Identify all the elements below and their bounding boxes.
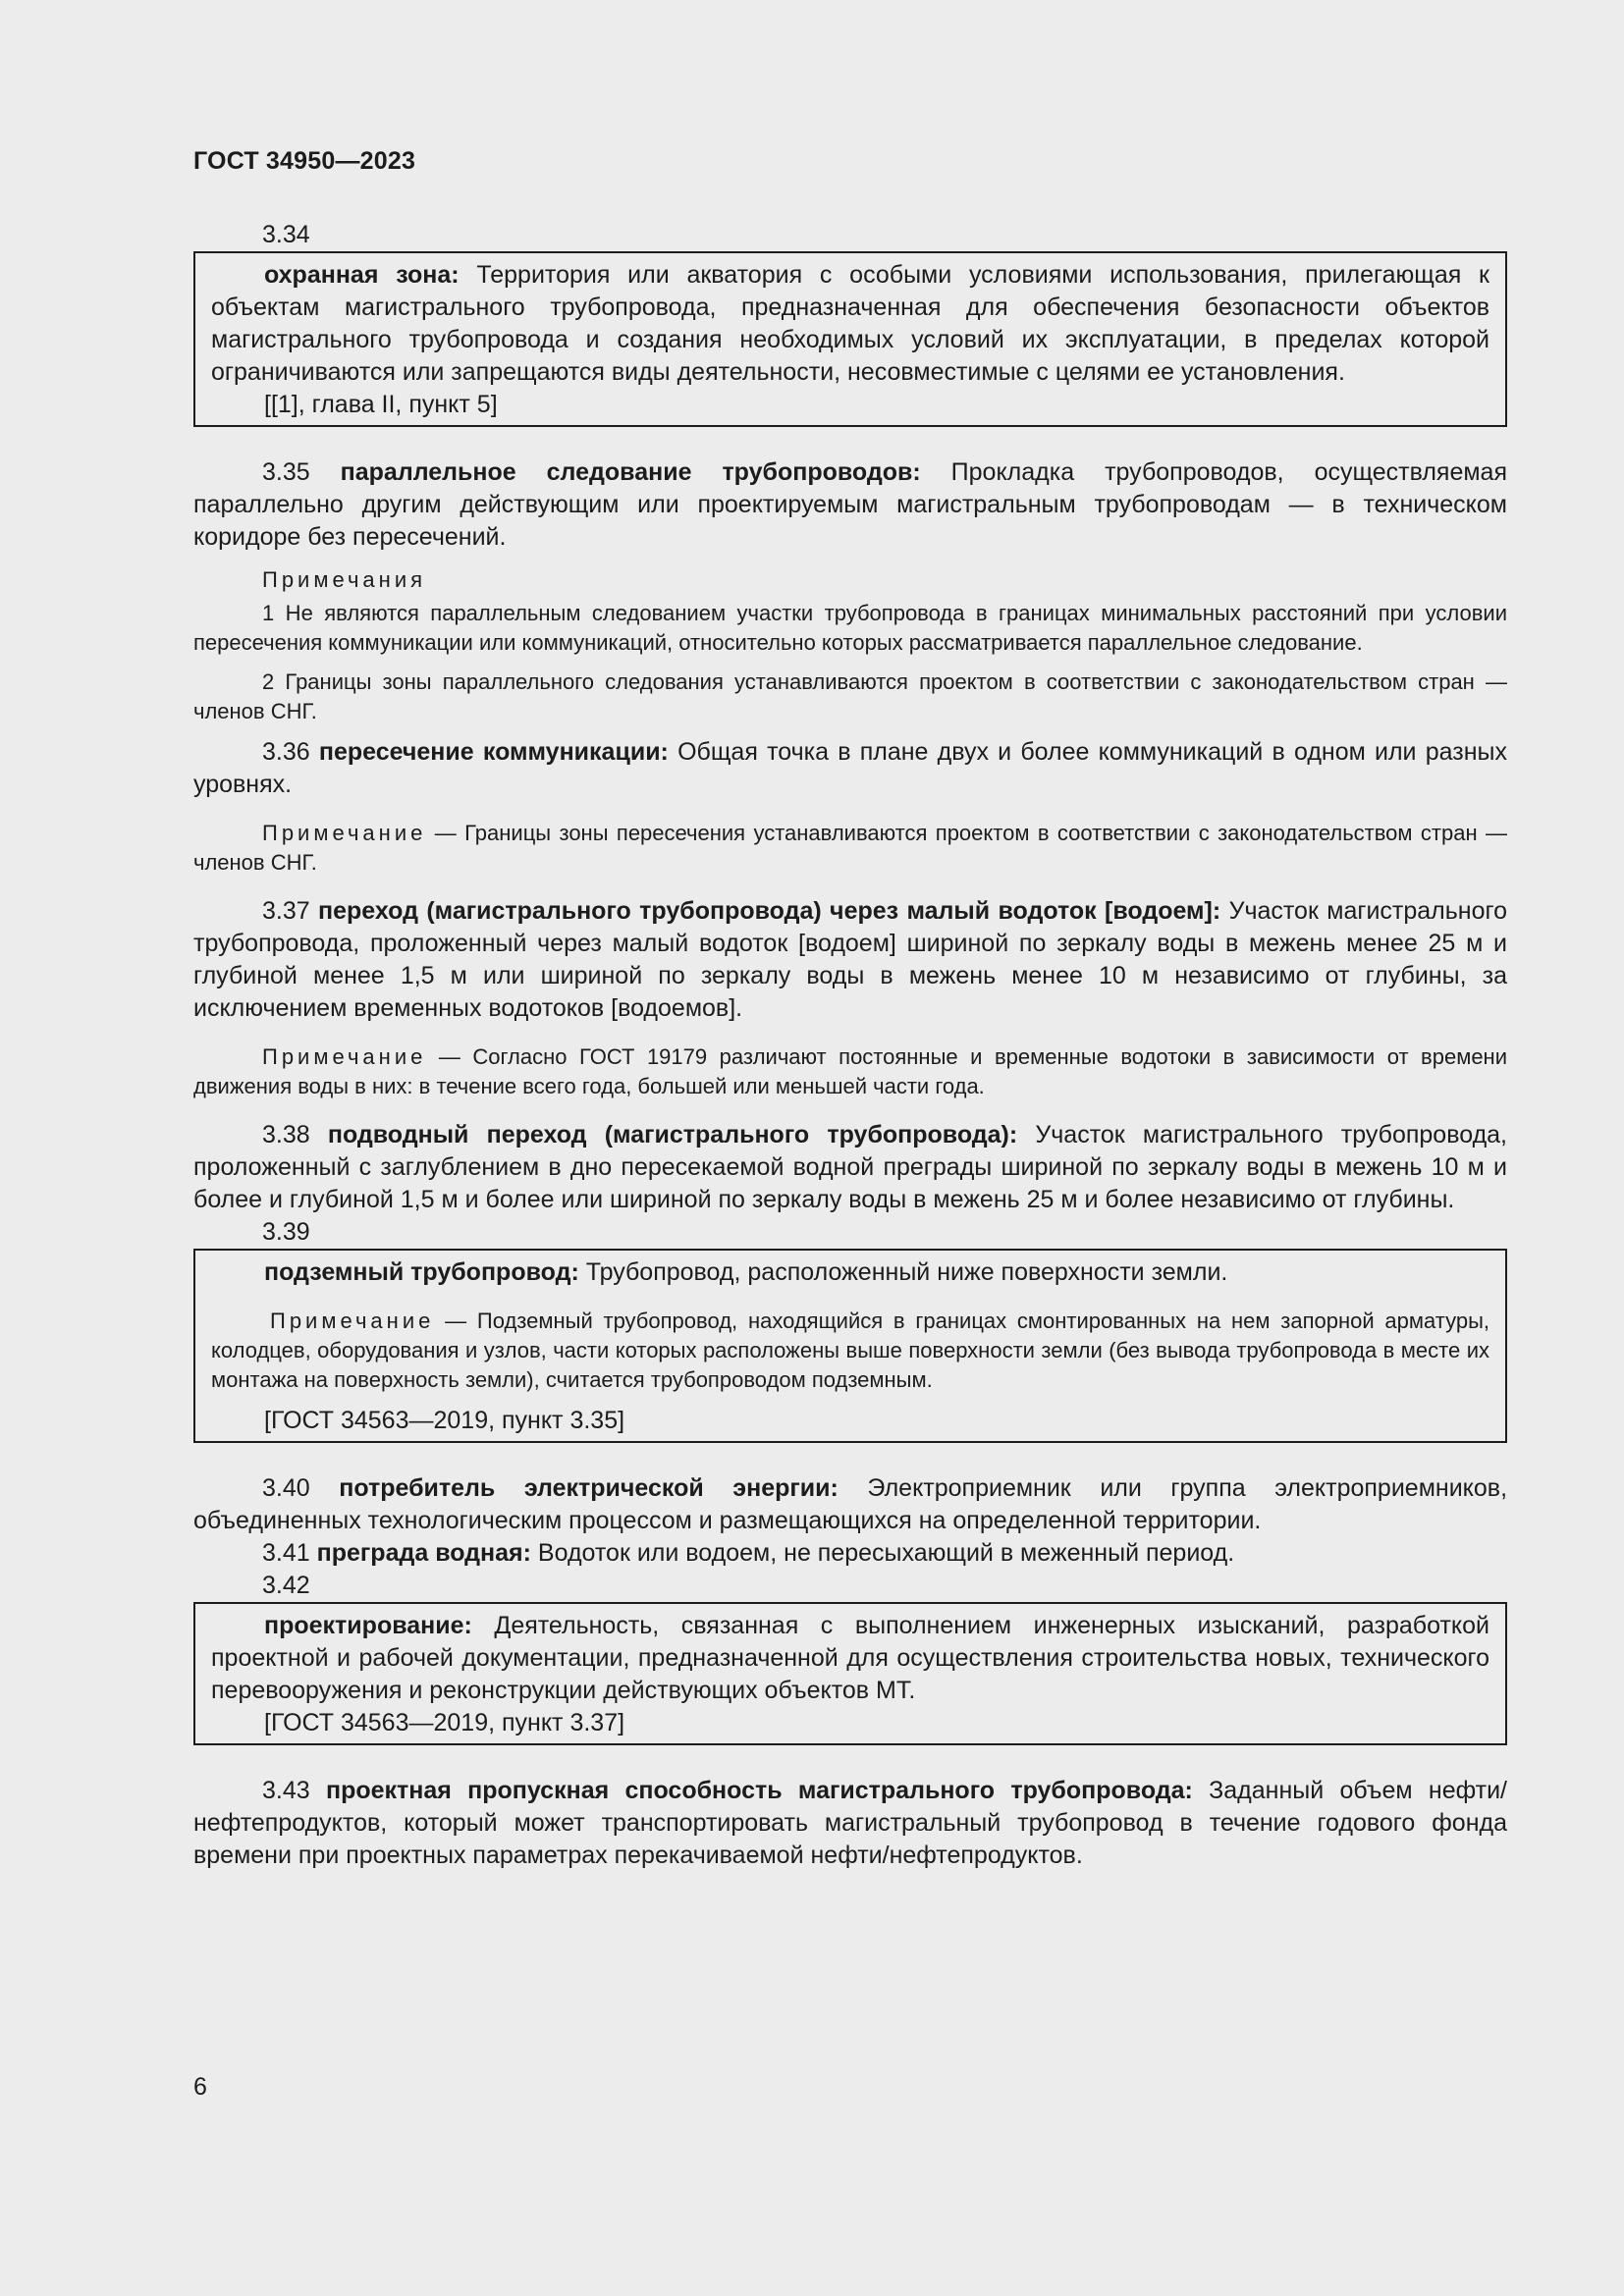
term-3-42-term: проектирование: [264, 1612, 472, 1639]
term-3-36-term: пересечение коммуникации: [318, 738, 669, 766]
term-3-35-term: параллельное следование трубопроводов: [340, 458, 921, 486]
term-3-34-source: [[1], глава II, пункт 5] [264, 391, 498, 418]
term-3-34-text: Территория или акватория с особыми условиями использования, прилегающая к объектам магистрального трубопровода, предназначенная для обеспечения безопасности объектов магистрального трубопровода и создания необходимых условий их эксплуатации, в пределах которой ограничиваются или запрещаются виды деятельности, несовместимые с целями ее установления. [211, 261, 1489, 386]
term-3-39-note-text: — Подземный трубопровод, находящийся в границах смонтированных на нем запорной арматуры, колодцев, оборудования и узлов, части которых расположены выше поверхности земли (без вывода трубопровода в месте их монтажа на поверхность земли), считается трубопроводом подземным. [211, 1308, 1489, 1392]
term-3-40-number: 3.40 [262, 1474, 340, 1502]
term-3-42-source: [ГОСТ 34563—2019, пункт 3.37] [264, 1709, 625, 1736]
term-3-39-definition [211, 1256, 1489, 1289]
term-3-37-note [193, 1042, 1507, 1101]
term-3-34-definition [211, 259, 1489, 389]
term-3-41-text: Водоток или водоем, не пересыхающий в меженный период. [530, 1539, 1235, 1567]
term-3-35-number: 3.35 [262, 458, 341, 486]
term-3-39-note [211, 1307, 1489, 1395]
term-3-35-definition [193, 456, 1507, 554]
term-3-39-text: Трубопровод, расположенный ниже поверхности земли. [578, 1258, 1228, 1286]
term-3-36-note [193, 819, 1507, 878]
term-3-35-note-2: 2 Границы зоны параллельного следования устанавливаются проектом в соответствии с законодательством стран — членов СНГ. [193, 669, 1507, 723]
term-3-36-note-label: Примечание [262, 821, 427, 845]
term-3-42-box [193, 1602, 1507, 1745]
term-3-36-note-text: — Границы зоны пересечения устанавливаются проектом в соответствии с законодательством стран — членов СНГ. [193, 821, 1507, 875]
term-3-40-text: Электроприемник или группа электроприемников, объединенных технологическим процессом и размещающихся на определенной территории. [193, 1474, 1508, 1534]
term-3-38-number: 3.38 [262, 1121, 328, 1148]
term-3-36-definition [193, 736, 1507, 801]
term-3-43-term: проектная пропускная способность магистрального трубопровода: [325, 1777, 1193, 1804]
term-3-36-text: Общая точка в плане двух и более коммуникаций в одном или разных уровнях. [193, 738, 1507, 798]
term-3-43-text: Заданный объем нефти/нефтепродуктов, который может транспортировать магистральный трубопровод в течение годового фонда времени при проектных параметрах перекачиваемой нефти/нефтепродуктов. [193, 1777, 1508, 1869]
term-3-34-number: 3.34 [262, 221, 310, 248]
term-3-37-number: 3.37 [262, 897, 319, 925]
term-3-37-note-text: — Согласно ГОСТ 19179 различают постоянные и временные водотоки в зависимости от времени движения воды в них: в течение всего года, большей или меньшей части года. [193, 1044, 1507, 1098]
term-3-40-definition [193, 1472, 1507, 1537]
term-3-37-definition [193, 895, 1507, 1025]
term-3-39-box [193, 1249, 1507, 1443]
term-3-38-definition [193, 1119, 1507, 1216]
term-3-35-text: Прокладка трубопроводов, осуществляемая параллельно другим действующим или проектируемым магистральным трубопроводам — в техническом коридоре без пересечений. [193, 458, 1507, 551]
term-3-34-box [193, 251, 1507, 427]
term-3-35-notes-heading: Примечания [262, 567, 427, 592]
term-3-41-number: 3.41 [262, 1539, 317, 1567]
term-3-38-term: подводный переход (магистрального трубопровода): [327, 1121, 1018, 1148]
term-3-41-term: преграда водная: [316, 1539, 531, 1567]
term-3-37-note-label: Примечание [262, 1044, 427, 1069]
term-3-39-note-label: Примечание [270, 1308, 435, 1333]
term-3-37-text: Участок магистрального трубопровода, проложенный через малый водоток [водоем] шириной по зеркалу воды в межень менее 25 м и глубиной менее 1,5 м или шириной по зеркалу воды в межень менее 10 м независимо от глубины, за исключением временных водотоков [водоемов]. [193, 897, 1507, 1022]
term-3-39-source: [ГОСТ 34563—2019, пункт 3.35] [264, 1407, 625, 1434]
term-3-38-text: Участок магистрального трубопровода, проложенный с заглублением в дно пересекаемой водной преграды шириной по зеркалу воды в межень 10 м и более и глубиной 1,5 м и более или шириной по зеркалу воды в межень 25 м и более независимо от глубины. [193, 1121, 1508, 1213]
document-header: ГОСТ 34950—2023 [193, 147, 416, 175]
term-3-42-definition [211, 1610, 1489, 1707]
term-3-34-term: охранная зона: [264, 261, 460, 289]
document-page [193, 147, 1507, 1872]
page-number: 6 [193, 2073, 207, 2101]
term-3-41-definition [193, 1537, 1507, 1570]
term-3-36-number: 3.36 [262, 738, 319, 766]
term-3-39-number: 3.39 [262, 1218, 310, 1246]
term-3-37-term: переход (магистрального трубопровода) через малый водоток [водоем]: [318, 897, 1221, 925]
term-3-40-term: потребитель электрической энергии: [339, 1474, 839, 1502]
term-3-42-number: 3.42 [262, 1572, 310, 1599]
term-3-43-number: 3.43 [262, 1777, 326, 1804]
term-3-43-definition [193, 1775, 1507, 1872]
term-3-35-note-1: 1 Не являются параллельным следованием участки трубопровода в границах минимальных расстояний при условии пересечения коммуникации или коммуникаций, относительно которых рассматривается параллельное следование. [193, 601, 1507, 655]
term-3-42-text: Деятельность, связанная с выполнением инженерных изысканий, разработкой проектной и рабочей документации, предназначенной для осуществления строительства новых, технического перевооружения и реконструкции действующих объектов МТ. [211, 1612, 1489, 1704]
term-3-39-term: подземный трубопровод: [264, 1258, 579, 1286]
